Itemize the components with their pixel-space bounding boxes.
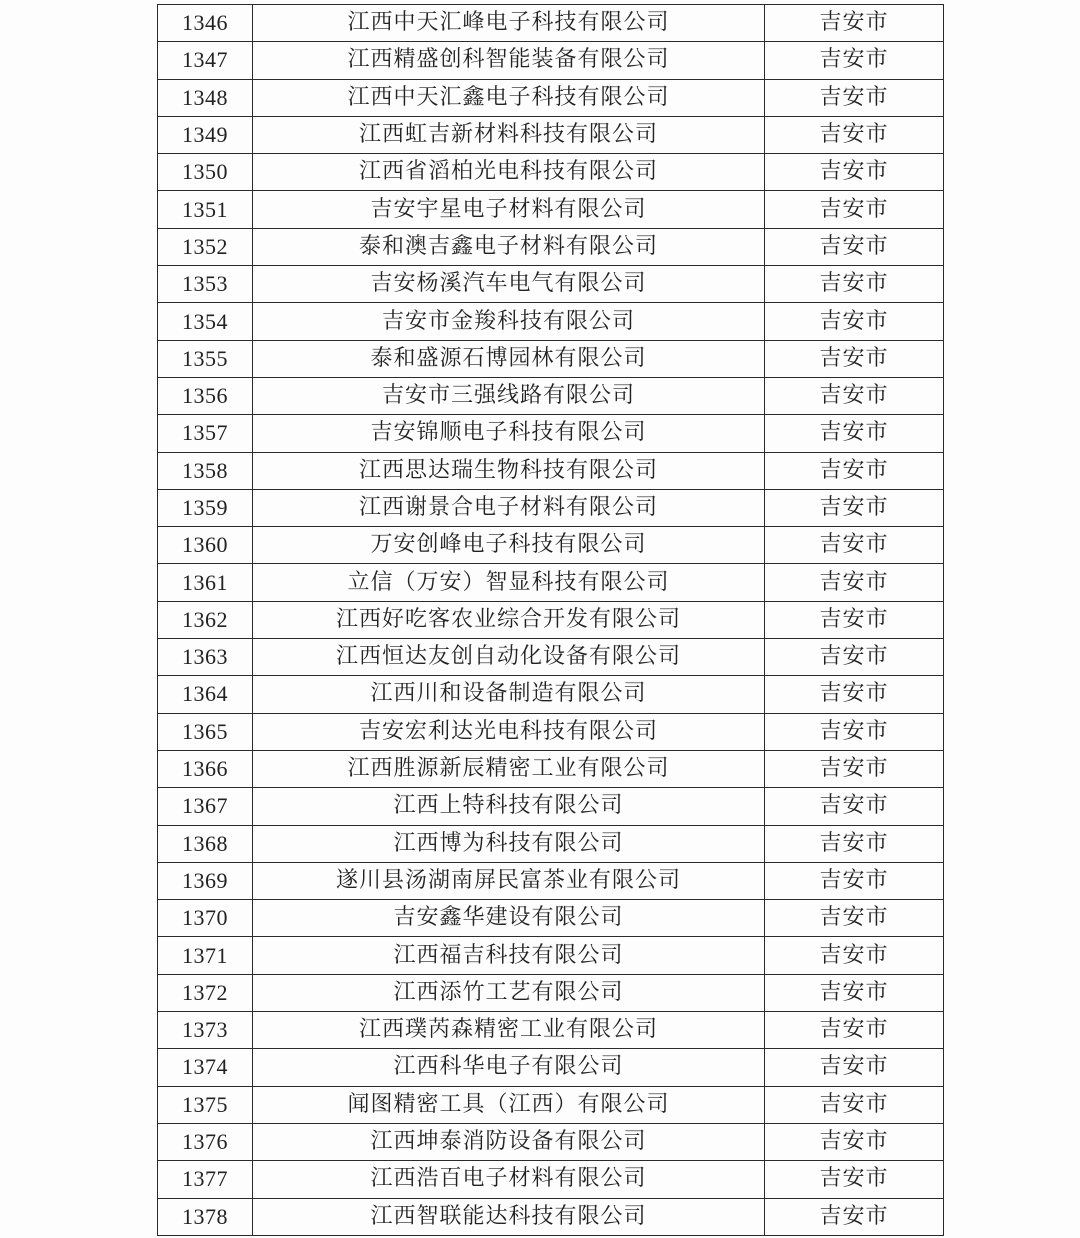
company-name: 江西精盛创科智能装备有限公司 [253, 42, 765, 79]
table-row [158, 639, 944, 676]
company-name: 江西璞芮森精密工业有限公司 [253, 1012, 765, 1049]
table-row [158, 303, 944, 340]
city-name: 吉安市 [765, 527, 944, 564]
row-number: 1353 [158, 266, 253, 303]
row-number: 1377 [158, 1161, 253, 1198]
company-name: 吉安杨溪汽车电气有限公司 [253, 266, 765, 303]
table-row [158, 191, 944, 228]
company-name: 江西上特科技有限公司 [253, 788, 765, 825]
table-row [158, 1049, 944, 1086]
company-name: 江西恒达友创自动化设备有限公司 [253, 639, 765, 676]
company-name: 泰和澳吉鑫电子材料有限公司 [253, 228, 765, 265]
company-name: 吉安锦顺电子科技有限公司 [253, 415, 765, 452]
city-name: 吉安市 [765, 862, 944, 899]
city-name: 吉安市 [765, 1049, 944, 1086]
company-name: 江西谢景合电子材料有限公司 [253, 489, 765, 526]
table-row [158, 1123, 944, 1160]
company-name: 泰和盛源石博园林有限公司 [253, 340, 765, 377]
city-name: 吉安市 [765, 750, 944, 787]
row-number: 1352 [158, 228, 253, 265]
row-number: 1358 [158, 452, 253, 489]
company-name: 吉安宏利达光电科技有限公司 [253, 713, 765, 750]
row-number: 1349 [158, 116, 253, 153]
row-number: 1374 [158, 1049, 253, 1086]
row-number: 1354 [158, 303, 253, 340]
row-number: 1364 [158, 676, 253, 713]
company-name: 万安创峰电子科技有限公司 [253, 527, 765, 564]
city-name: 吉安市 [765, 825, 944, 862]
company-name: 江西中天汇峰电子科技有限公司 [253, 5, 765, 42]
city-name: 吉安市 [765, 377, 944, 414]
city-name: 吉安市 [765, 676, 944, 713]
table-row [158, 377, 944, 414]
company-name: 江西思达瑞生物科技有限公司 [253, 452, 765, 489]
table-row [158, 862, 944, 899]
company-name: 江西添竹工艺有限公司 [253, 974, 765, 1011]
company-name: 江西虹吉新材料科技有限公司 [253, 116, 765, 153]
row-number: 1376 [158, 1123, 253, 1160]
table-row [158, 415, 944, 452]
table-row [158, 42, 944, 79]
company-name: 江西川和设备制造有限公司 [253, 676, 765, 713]
row-number: 1367 [158, 788, 253, 825]
company-name: 吉安市三强线路有限公司 [253, 377, 765, 414]
city-name: 吉安市 [765, 415, 944, 452]
row-number: 1365 [158, 713, 253, 750]
company-name: 江西智联能达科技有限公司 [253, 1198, 765, 1235]
table-row [158, 228, 944, 265]
city-name: 吉安市 [765, 79, 944, 116]
row-number: 1347 [158, 42, 253, 79]
table-row [158, 1161, 944, 1198]
row-number: 1368 [158, 825, 253, 862]
row-number: 1369 [158, 862, 253, 899]
table-row [158, 527, 944, 564]
company-name: 江西博为科技有限公司 [253, 825, 765, 862]
table-row [158, 5, 944, 42]
row-number: 1359 [158, 489, 253, 526]
city-name: 吉安市 [765, 340, 944, 377]
table-row [158, 1012, 944, 1049]
city-name: 吉安市 [765, 489, 944, 526]
row-number: 1350 [158, 154, 253, 191]
row-number: 1360 [158, 527, 253, 564]
city-name: 吉安市 [765, 303, 944, 340]
company-name: 江西省滔柏光电科技有限公司 [253, 154, 765, 191]
row-number: 1362 [158, 601, 253, 638]
company-name: 江西好吃客农业综合开发有限公司 [253, 601, 765, 638]
table-row [158, 452, 944, 489]
table-row [158, 825, 944, 862]
company-list-table [157, 4, 944, 1236]
city-name: 吉安市 [765, 228, 944, 265]
table-row [158, 900, 944, 937]
table-row [158, 564, 944, 601]
city-name: 吉安市 [765, 5, 944, 42]
row-number: 1351 [158, 191, 253, 228]
table-row [158, 937, 944, 974]
table-row [158, 974, 944, 1011]
company-name: 闻图精密工具（江西）有限公司 [253, 1086, 765, 1123]
company-name: 江西中天汇鑫电子科技有限公司 [253, 79, 765, 116]
row-number: 1366 [158, 750, 253, 787]
table-row [158, 340, 944, 377]
table-row [158, 788, 944, 825]
table-row [158, 154, 944, 191]
company-name: 遂川县汤湖南屏民富茶业有限公司 [253, 862, 765, 899]
table-row [158, 266, 944, 303]
city-name: 吉安市 [765, 1086, 944, 1123]
city-name: 吉安市 [765, 900, 944, 937]
row-number: 1361 [158, 564, 253, 601]
company-name: 江西福吉科技有限公司 [253, 937, 765, 974]
company-name: 江西坤泰消防设备有限公司 [253, 1123, 765, 1160]
table-row [158, 1086, 944, 1123]
city-name: 吉安市 [765, 1012, 944, 1049]
company-name: 立信（万安）智显科技有限公司 [253, 564, 765, 601]
row-number: 1370 [158, 900, 253, 937]
table-row [158, 79, 944, 116]
city-name: 吉安市 [765, 937, 944, 974]
city-name: 吉安市 [765, 564, 944, 601]
row-number: 1363 [158, 639, 253, 676]
city-name: 吉安市 [765, 1123, 944, 1160]
company-name: 吉安市金羧科技有限公司 [253, 303, 765, 340]
row-number: 1372 [158, 974, 253, 1011]
company-name: 吉安宇星电子材料有限公司 [253, 191, 765, 228]
city-name: 吉安市 [765, 974, 944, 1011]
city-name: 吉安市 [765, 639, 944, 676]
city-name: 吉安市 [765, 266, 944, 303]
row-number: 1378 [158, 1198, 253, 1235]
city-name: 吉安市 [765, 1198, 944, 1235]
row-number: 1346 [158, 5, 253, 42]
company-name: 江西科华电子有限公司 [253, 1049, 765, 1086]
company-name: 江西胜源新辰精密工业有限公司 [253, 750, 765, 787]
city-name: 吉安市 [765, 154, 944, 191]
city-name: 吉安市 [765, 1161, 944, 1198]
row-number: 1375 [158, 1086, 253, 1123]
table-row [158, 601, 944, 638]
company-name: 江西浩百电子材料有限公司 [253, 1161, 765, 1198]
row-number: 1371 [158, 937, 253, 974]
table-body [158, 5, 944, 1236]
row-number: 1355 [158, 340, 253, 377]
company-name: 吉安鑫华建设有限公司 [253, 900, 765, 937]
row-number: 1357 [158, 415, 253, 452]
city-name: 吉安市 [765, 42, 944, 79]
city-name: 吉安市 [765, 601, 944, 638]
table-row [158, 116, 944, 153]
row-number: 1356 [158, 377, 253, 414]
table-row [158, 1198, 944, 1235]
table-row [158, 713, 944, 750]
city-name: 吉安市 [765, 116, 944, 153]
city-name: 吉安市 [765, 788, 944, 825]
city-name: 吉安市 [765, 713, 944, 750]
city-name: 吉安市 [765, 452, 944, 489]
city-name: 吉安市 [765, 191, 944, 228]
row-number: 1348 [158, 79, 253, 116]
table-row [158, 676, 944, 713]
row-number: 1373 [158, 1012, 253, 1049]
table-row [158, 750, 944, 787]
table-row [158, 489, 944, 526]
